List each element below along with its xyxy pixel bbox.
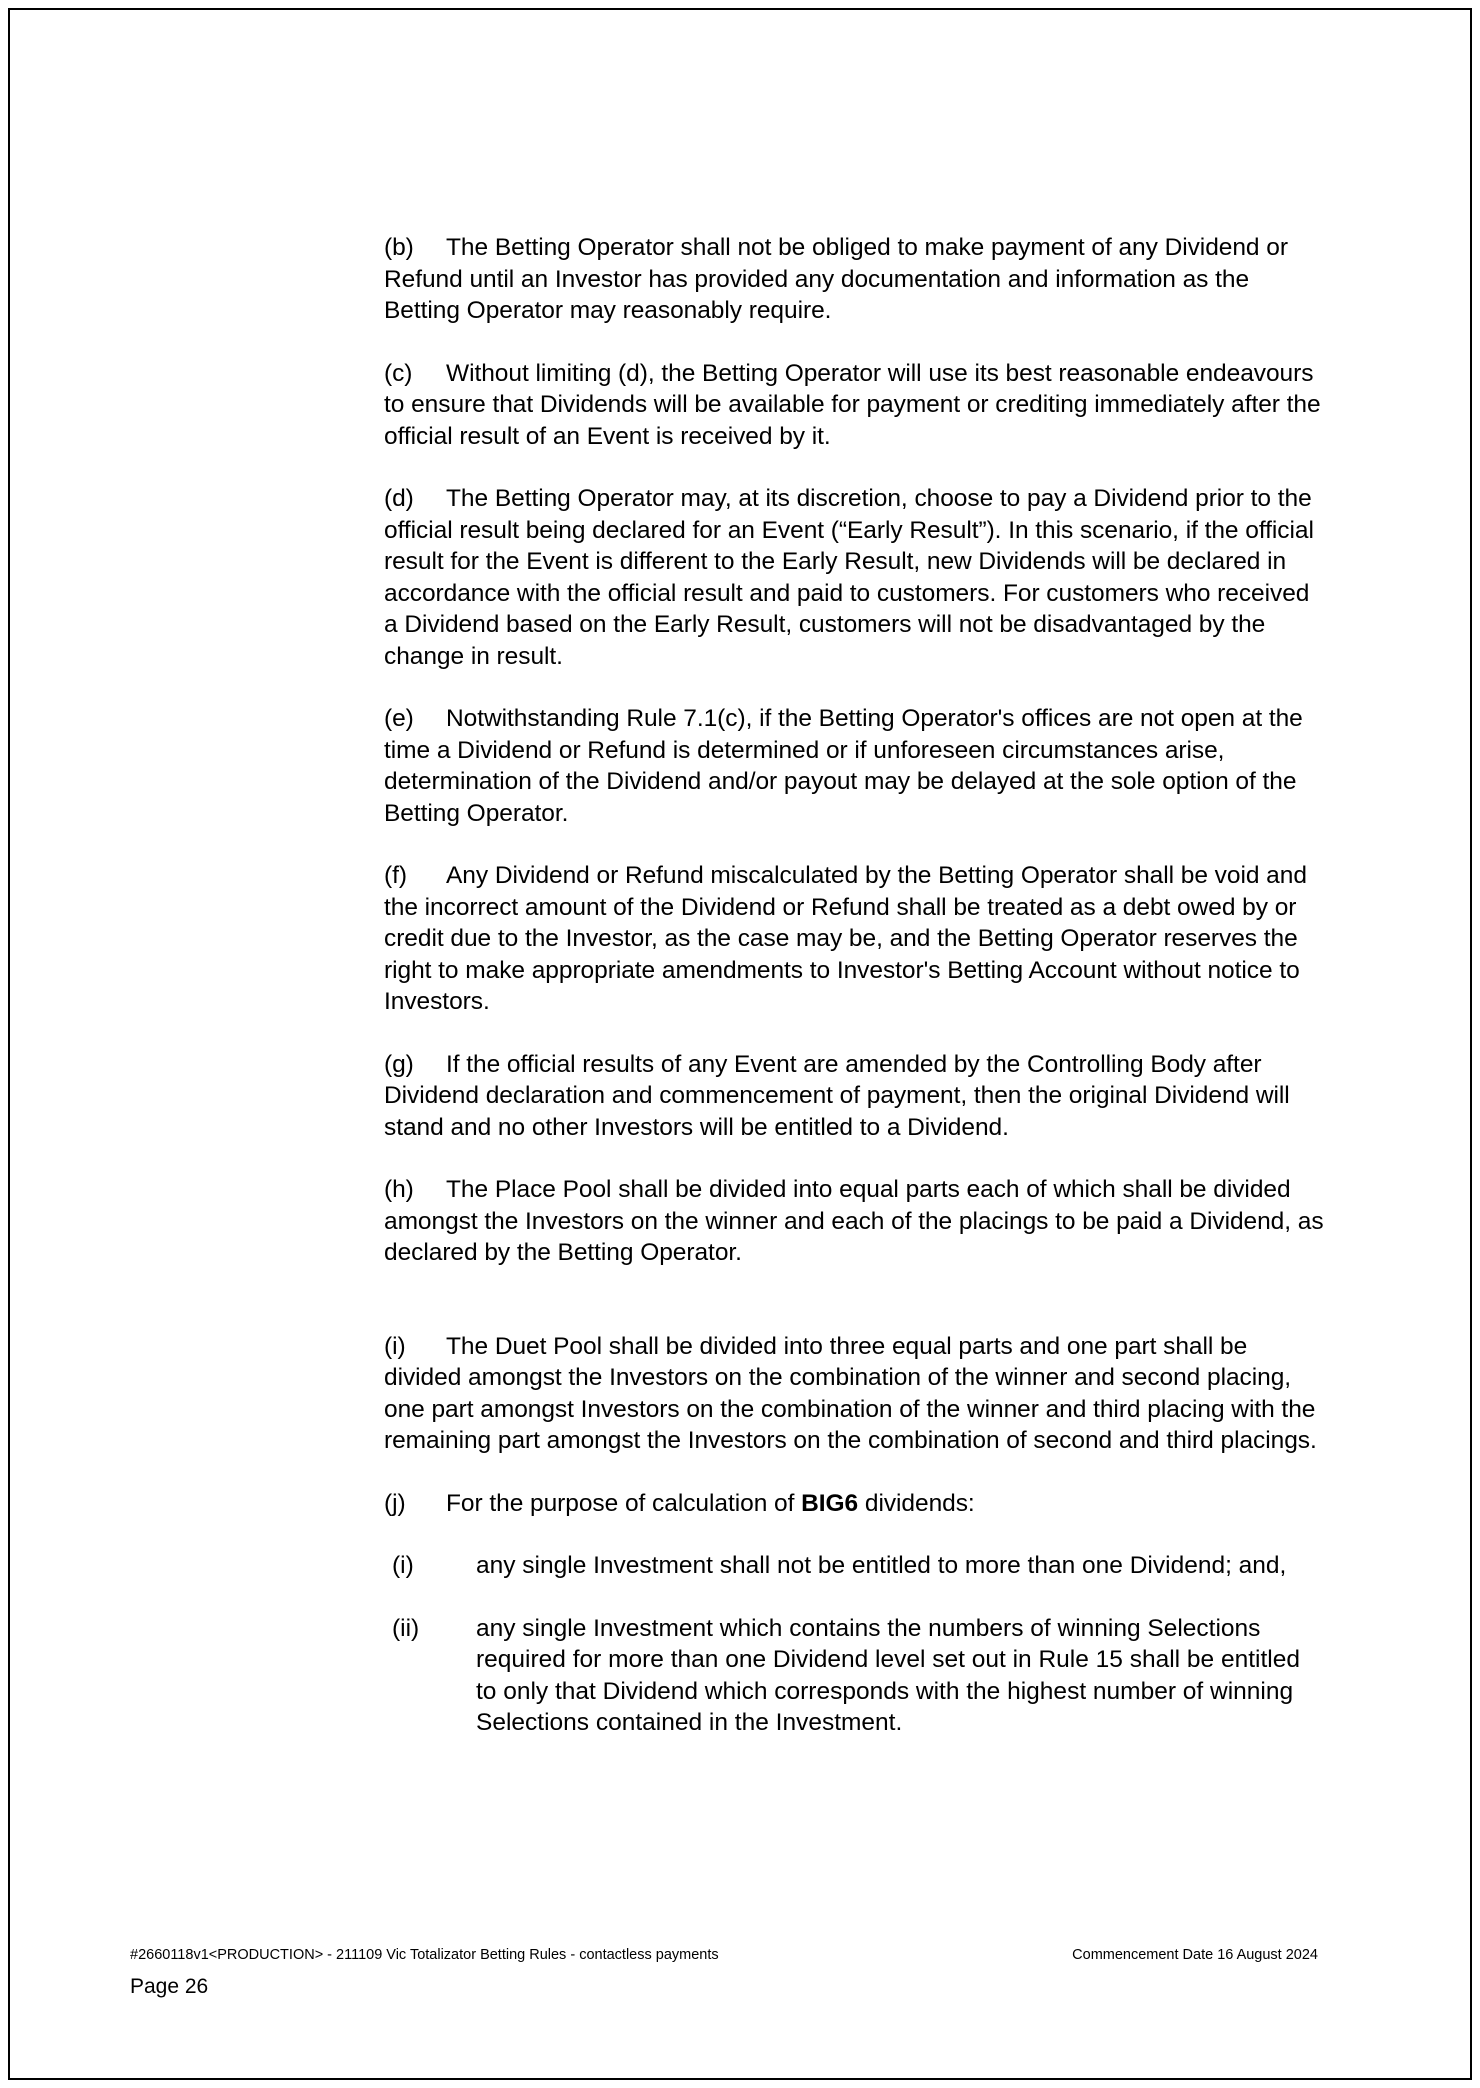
clause-j-subitem-ii-text: any single Investment which contains the numbers of winning Selections required for more than one Dividend level set out in Rule 15 shall be entitled to only that Dividend which corresponds with the highest number of winning Selections contained in the Investment. bbox=[476, 1614, 1300, 1736]
footer-top-row bbox=[130, 1945, 1400, 1965]
clause-e-text: Notwithstanding Rule 7.1(c), if the Betting Operator's offices are not open at the time a Dividend or Refund is determined or if unforeseen circumstances arise, determination of the Dividend and/or payout may be delayed at the sole option of the Betting Operator. bbox=[384, 705, 1303, 827]
clause-j bbox=[384, 1488, 1324, 1520]
clause-d bbox=[384, 483, 1324, 672]
footer-document-reference: #2660118v1<PRODUCTION> - 211109 Vic Totalizator Betting Rules - contactless payments bbox=[130, 1947, 719, 1963]
page-sheet bbox=[8, 8, 1472, 2080]
clause-f-marker: (f) bbox=[384, 862, 407, 889]
clause-i-marker: (i) bbox=[384, 1332, 406, 1360]
clause-j-bold-term: BIG6 bbox=[801, 1489, 859, 1517]
clause-j-marker: (j) bbox=[384, 1489, 406, 1517]
clause-i bbox=[384, 1331, 1324, 1457]
clause-e-marker: (e) bbox=[384, 705, 414, 732]
clause-j-subitem-i-marker: (i) bbox=[392, 1552, 414, 1579]
clause-d-marker: (d) bbox=[384, 485, 414, 512]
clause-h bbox=[384, 1174, 1324, 1269]
clause-b-text: The Betting Operator shall not be obliged to make payment of any Dividend or Refund until an Investor has provided any documentation and information as the Betting Operator may reasonably require. bbox=[384, 234, 1288, 324]
footer-page-number: Page 26 bbox=[130, 1975, 209, 1998]
clause-g bbox=[384, 1049, 1324, 1144]
clause-j-text-before: For the purpose of calculation of bbox=[446, 1489, 802, 1517]
document-body bbox=[384, 232, 1324, 1770]
clause-b bbox=[384, 232, 1324, 327]
clause-c bbox=[384, 358, 1324, 453]
clause-j-text-after: dividends: bbox=[858, 1489, 975, 1517]
page-footer bbox=[130, 1945, 1400, 2000]
clause-j-subitem-ii bbox=[384, 1613, 1324, 1739]
clause-b-marker: (b) bbox=[384, 234, 414, 261]
clause-j-subitem-i bbox=[384, 1550, 1324, 1582]
clause-h-text: The Place Pool shall be divided into equal parts each of which shall be divided amongst the Investors on the winner and each of the placings to be paid a Dividend, as declared by the Betting Operator. bbox=[384, 1176, 1324, 1266]
clause-i-text: The Duet Pool shall be divided into three equal parts and one part shall be divided amongst the Investors on the combination of the winner and second placing, one part amongst Investors on the combination of the winner and third placing with the remaining part amongst the Investors on the combination of second and third placings. bbox=[384, 1332, 1317, 1454]
clause-c-text: Without limiting (d), the Betting Operator will use its best reasonable endeavours to ensure that Dividends will be available for payment or crediting immediately after the official result of an Event is received by it. bbox=[384, 359, 1321, 450]
clause-j-subitem-ii-marker: (ii) bbox=[392, 1614, 420, 1642]
clause-j-subitem-i-text: any single Investment shall not be entitled to more than one Dividend; and, bbox=[476, 1552, 1287, 1579]
clause-e bbox=[384, 703, 1324, 829]
clause-g-marker: (g) bbox=[384, 1050, 414, 1078]
clause-f-text: Any Dividend or Refund miscalculated by the Betting Operator shall be void and the incorrect amount of the Dividend or Refund shall be treated as a debt owed by or credit due to the Investor, as the case may be, and the Betting Operator reserves the right to make appropriate amendments to Investor's Betting Account without notice to Investors. bbox=[384, 862, 1307, 1015]
clause-g-text: If the official results of any Event are amended by the Controlling Body after Dividend declaration and commencement of payment, then the original Dividend will stand and no other Investors will be entitled to a Dividend. bbox=[384, 1050, 1290, 1141]
clause-d-text: The Betting Operator may, at its discretion, choose to pay a Dividend prior to the official result being declared for an Event (“Early Result”). In this scenario, if the official result for the Event is different to the Early Result, new Dividends will be declared in accordance with the official result and paid to customers. For customers who received a Dividend based on the Early Result, customers will not be disadvantaged by the change in result. bbox=[384, 485, 1314, 670]
clause-h-marker: (h) bbox=[384, 1176, 414, 1203]
clause-f bbox=[384, 860, 1324, 1018]
footer-commencement-date: Commencement Date 16 August 2024 bbox=[1072, 1947, 1318, 1963]
clause-c-marker: (c) bbox=[384, 359, 413, 387]
